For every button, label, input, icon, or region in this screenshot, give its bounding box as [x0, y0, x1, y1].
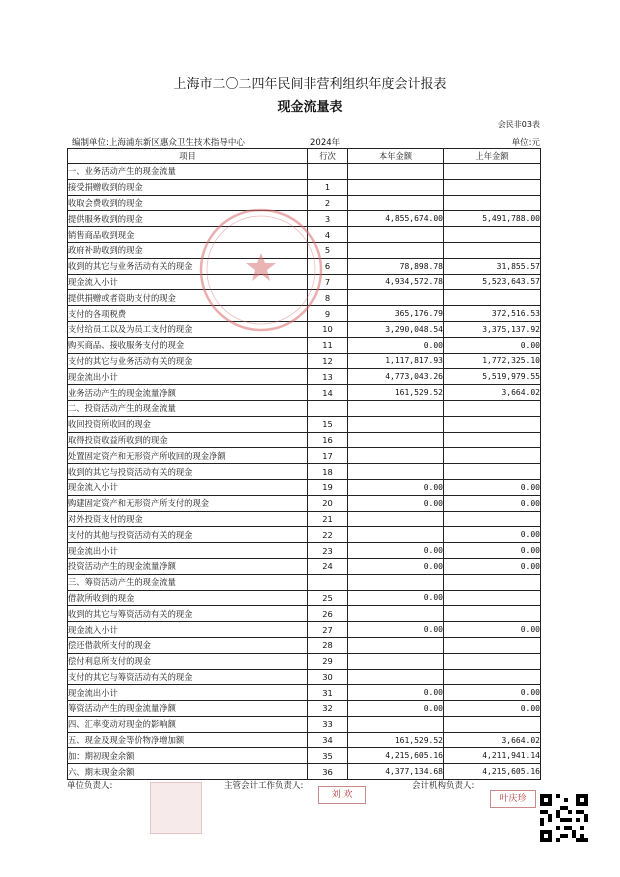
- row-current-year-amount: [348, 227, 444, 243]
- row-prior-year-amount: [444, 432, 541, 448]
- row-current-year-amount: 365,176.79: [348, 306, 444, 322]
- row-line-number: 17: [308, 448, 348, 464]
- row-item-label: 对外投资支付的现金: [68, 511, 308, 527]
- row-prior-year-amount: 5,523,643.57: [444, 274, 541, 290]
- row-current-year-amount: [348, 653, 444, 669]
- row-line-number: 16: [308, 432, 348, 448]
- table-row: [68, 622, 541, 638]
- table-row: [68, 400, 541, 416]
- row-prior-year-amount: 0.00: [444, 685, 541, 701]
- table-row: [68, 748, 541, 764]
- row-prior-year-amount: 0.00: [444, 558, 541, 574]
- table-row: [68, 306, 541, 322]
- table-row: [68, 764, 541, 780]
- table-row: [68, 321, 541, 337]
- row-current-year-amount: 78,898.78: [348, 258, 444, 274]
- table-row: [68, 669, 541, 685]
- table-row: [68, 369, 541, 385]
- row-current-year-amount: 4,215,605.16: [348, 748, 444, 764]
- row-line-number: 35: [308, 748, 348, 764]
- cash-flow-table: [67, 148, 541, 780]
- table-row: [68, 195, 541, 211]
- row-current-year-amount: [348, 574, 444, 590]
- row-item-label: 三、筹资活动产生的现金流量: [68, 574, 308, 590]
- row-current-year-amount: 161,529.52: [348, 732, 444, 748]
- row-line-number: 3: [308, 211, 348, 227]
- row-prior-year-amount: [444, 195, 541, 211]
- row-prior-year-amount: [444, 164, 541, 180]
- row-prior-year-amount: [444, 416, 541, 432]
- row-prior-year-amount: 0.00: [444, 701, 541, 717]
- row-prior-year-amount: [444, 637, 541, 653]
- row-current-year-amount: 3,290,048.54: [348, 321, 444, 337]
- row-current-year-amount: 4,773,043.26: [348, 369, 444, 385]
- row-prior-year-amount: [444, 227, 541, 243]
- row-current-year-amount: [348, 195, 444, 211]
- row-current-year-amount: [348, 416, 444, 432]
- row-item-label: 二、投资活动产生的现金流量: [68, 400, 308, 416]
- table-row: [68, 732, 541, 748]
- row-current-year-amount: [348, 716, 444, 732]
- row-current-year-amount: [348, 290, 444, 306]
- row-prior-year-amount: [444, 290, 541, 306]
- row-line-number: 12: [308, 353, 348, 369]
- row-line-number: 8: [308, 290, 348, 306]
- row-prior-year-amount: 31,855.57: [444, 258, 541, 274]
- row-line-number: 11: [308, 337, 348, 353]
- row-item-label: 提供服务收到的现金: [68, 211, 308, 227]
- row-current-year-amount: [348, 606, 444, 622]
- table-row: [68, 164, 541, 180]
- table-row: [68, 495, 541, 511]
- row-item-label: 加：期初现金余额: [68, 748, 308, 764]
- row-item-label: 支付的各项税费: [68, 306, 308, 322]
- row-prior-year-amount: [444, 400, 541, 416]
- row-current-year-amount: 0.00: [348, 495, 444, 511]
- column-header-line-no: 行次: [308, 149, 348, 164]
- row-prior-year-amount: 5,519,979.55: [444, 369, 541, 385]
- qr-code: [540, 794, 588, 842]
- row-current-year-amount: [348, 242, 444, 258]
- row-prior-year-amount: 0.00: [444, 543, 541, 559]
- row-prior-year-amount: [444, 653, 541, 669]
- accounting-head-name-stamp: 叶庆珍: [490, 790, 536, 808]
- row-line-number: 27: [308, 622, 348, 638]
- report-title: 上海市二〇二四年民间非营利组织年度会计报表: [173, 77, 447, 92]
- row-current-year-amount: 0.00: [348, 543, 444, 559]
- chief-accountant-label: 主管会计工作负责人:: [224, 781, 304, 791]
- row-item-label: 借款所收到的现金: [68, 590, 308, 606]
- row-current-year-amount: [348, 527, 444, 543]
- row-item-label: 现金流出小计: [68, 685, 308, 701]
- row-line-number: 24: [308, 558, 348, 574]
- row-current-year-amount: 0.00: [348, 685, 444, 701]
- row-prior-year-amount: [444, 606, 541, 622]
- row-line-number: [308, 400, 348, 416]
- row-item-label: 现金流入小计: [68, 479, 308, 495]
- row-current-year-amount: [348, 448, 444, 464]
- row-current-year-amount: 0.00: [348, 337, 444, 353]
- row-line-number: 36: [308, 764, 348, 780]
- row-current-year-amount: [348, 179, 444, 195]
- currency-unit: 单位:元: [511, 138, 540, 148]
- row-item-label: 支付的其它与业务活动有关的现金: [68, 353, 308, 369]
- row-prior-year-amount: [444, 511, 541, 527]
- row-prior-year-amount: 0.00: [444, 527, 541, 543]
- table-header-row: [68, 149, 541, 164]
- table-row: [68, 385, 541, 401]
- row-line-number: 21: [308, 511, 348, 527]
- row-item-label: 支付的其他与投资活动有关的现金: [68, 527, 308, 543]
- row-item-label: 六、期末现金余额: [68, 764, 308, 780]
- row-current-year-amount: [348, 432, 444, 448]
- row-current-year-amount: [348, 400, 444, 416]
- table-row: [68, 543, 541, 559]
- row-item-label: 支付的其它与筹资活动有关的现金: [68, 669, 308, 685]
- row-prior-year-amount: [444, 464, 541, 480]
- row-prior-year-amount: 0.00: [444, 337, 541, 353]
- row-item-label: 现金流出小计: [68, 543, 308, 559]
- row-item-label: 投资活动产生的现金流量净额: [68, 558, 308, 574]
- row-current-year-amount: 4,934,572.78: [348, 274, 444, 290]
- table-row: [68, 258, 541, 274]
- row-item-label: 一、业务活动产生的现金流量: [68, 164, 308, 180]
- row-item-label: 现金流入小计: [68, 274, 308, 290]
- column-header-prior-year: 上年金额: [444, 149, 541, 164]
- table-row: [68, 479, 541, 495]
- row-prior-year-amount: 3,664.02: [444, 385, 541, 401]
- report-meta-line: [72, 136, 540, 148]
- table-row: [68, 653, 541, 669]
- table-row: [68, 448, 541, 464]
- row-item-label: 五、现金及现金等价物净增加额: [68, 732, 308, 748]
- row-current-year-amount: 4,377,134.68: [348, 764, 444, 780]
- row-prior-year-amount: [444, 590, 541, 606]
- column-header-current-year: 本年金额: [348, 149, 444, 164]
- row-current-year-amount: 1,117,817.93: [348, 353, 444, 369]
- row-line-number: 30: [308, 669, 348, 685]
- row-line-number: 13: [308, 369, 348, 385]
- row-line-number: 5: [308, 242, 348, 258]
- row-prior-year-amount: [444, 179, 541, 195]
- row-current-year-amount: 4,855,674.00: [348, 211, 444, 227]
- table-row: [68, 179, 541, 195]
- row-prior-year-amount: 3,375,137.92: [444, 321, 541, 337]
- row-line-number: 20: [308, 495, 348, 511]
- row-item-label: 接受捐赠收到的现金: [68, 179, 308, 195]
- row-current-year-amount: [348, 464, 444, 480]
- column-header-item: 项目: [68, 149, 308, 164]
- row-line-number: 31: [308, 685, 348, 701]
- row-item-label: 业务活动产生的现金流量净额: [68, 385, 308, 401]
- table-body: [68, 164, 541, 780]
- row-line-number: 7: [308, 274, 348, 290]
- row-prior-year-amount: [444, 669, 541, 685]
- row-prior-year-amount: 0.00: [444, 479, 541, 495]
- row-item-label: 取得投资收益所收到的现金: [68, 432, 308, 448]
- table-row: [68, 511, 541, 527]
- table-row: [68, 432, 541, 448]
- table-row: [68, 353, 541, 369]
- row-current-year-amount: 161,529.52: [348, 385, 444, 401]
- row-line-number: 34: [308, 732, 348, 748]
- row-prior-year-amount: 4,211,941.14: [444, 748, 541, 764]
- row-item-label: 偿付利息所支付的现金: [68, 653, 308, 669]
- table-row: [68, 274, 541, 290]
- row-item-label: 支付给员工以及为员工支付的现金: [68, 321, 308, 337]
- table-row: [68, 574, 541, 590]
- row-item-label: 政府补助收到的现金: [68, 242, 308, 258]
- report-year: 2024年: [310, 138, 341, 148]
- table-row: [68, 637, 541, 653]
- row-line-number: 2: [308, 195, 348, 211]
- row-current-year-amount: [348, 511, 444, 527]
- row-line-number: 26: [308, 606, 348, 622]
- table-row: [68, 337, 541, 353]
- unit-head-label: 单位负责人:: [67, 781, 113, 791]
- table-row: [68, 527, 541, 543]
- row-item-label: 提供捐赠或者资助支付的现金: [68, 290, 308, 306]
- report-subtitle: 现金流量表: [277, 100, 343, 115]
- row-prior-year-amount: [444, 574, 541, 590]
- row-prior-year-amount: 0.00: [444, 622, 541, 638]
- row-line-number: 15: [308, 416, 348, 432]
- row-line-number: 1: [308, 179, 348, 195]
- table-row: [68, 227, 541, 243]
- row-line-number: 32: [308, 701, 348, 717]
- table-row: [68, 716, 541, 732]
- table-row: [68, 685, 541, 701]
- row-item-label: 收到的其它与筹资活动有关的现金: [68, 606, 308, 622]
- row-prior-year-amount: 3,664.02: [444, 732, 541, 748]
- row-item-label: 现金流出小计: [68, 369, 308, 385]
- row-current-year-amount: [348, 164, 444, 180]
- row-current-year-amount: 0.00: [348, 558, 444, 574]
- row-prior-year-amount: 4,215,605.16: [444, 764, 541, 780]
- row-current-year-amount: [348, 637, 444, 653]
- row-line-number: 33: [308, 716, 348, 732]
- row-line-number: 10: [308, 321, 348, 337]
- table-row: [68, 211, 541, 227]
- row-line-number: 25: [308, 590, 348, 606]
- table-row: [68, 290, 541, 306]
- row-item-label: 筹资活动产生的现金流量净额: [68, 701, 308, 717]
- row-item-label: 收到的其它与投资活动有关的现金: [68, 464, 308, 480]
- row-prior-year-amount: 372,516.53: [444, 306, 541, 322]
- row-line-number: [308, 574, 348, 590]
- row-item-label: 购建固定资产和无形资产所支付的现金: [68, 495, 308, 511]
- row-line-number: 6: [308, 258, 348, 274]
- preparing-unit: 编制单位:上海浦东新区惠众卫生技术指导中心: [72, 138, 245, 148]
- row-item-label: 购买商品、接收服务支付的现金: [68, 337, 308, 353]
- row-line-number: 14: [308, 385, 348, 401]
- row-line-number: 28: [308, 637, 348, 653]
- table-row: [68, 558, 541, 574]
- row-line-number: 19: [308, 479, 348, 495]
- row-line-number: 9: [308, 306, 348, 322]
- row-item-label: 偿还借款所支付的现金: [68, 637, 308, 653]
- table-row: [68, 464, 541, 480]
- row-line-number: 23: [308, 543, 348, 559]
- unit-head-signature-stamp: [150, 782, 202, 834]
- row-current-year-amount: [348, 669, 444, 685]
- row-prior-year-amount: [444, 716, 541, 732]
- chief-accountant-name-stamp: 刘 欢: [318, 786, 366, 804]
- table-row: [68, 416, 541, 432]
- row-item-label: 收取会费收到的现金: [68, 195, 308, 211]
- row-current-year-amount: 0.00: [348, 701, 444, 717]
- row-line-number: [308, 164, 348, 180]
- row-line-number: 18: [308, 464, 348, 480]
- row-item-label: 收到的其它与业务活动有关的现金: [68, 258, 308, 274]
- row-current-year-amount: 0.00: [348, 622, 444, 638]
- accounting-head-label: 会计机构负责人:: [412, 781, 475, 791]
- row-line-number: 22: [308, 527, 348, 543]
- table-row: [68, 606, 541, 622]
- row-item-label: 四、汇率变动对现金的影响额: [68, 716, 308, 732]
- row-item-label: 销售商品收到现金: [68, 227, 308, 243]
- form-number: 会民非03表: [497, 120, 540, 129]
- row-item-label: 收回投资所收回的现金: [68, 416, 308, 432]
- row-prior-year-amount: 5,491,788.00: [444, 211, 541, 227]
- table-row: [68, 701, 541, 717]
- table-row: [68, 590, 541, 606]
- row-line-number: 4: [308, 227, 348, 243]
- row-current-year-amount: 0.00: [348, 479, 444, 495]
- row-prior-year-amount: 0.00: [444, 495, 541, 511]
- row-line-number: 29: [308, 653, 348, 669]
- row-current-year-amount: 0.00: [348, 590, 444, 606]
- row-item-label: 处置固定资产和无形资产所收回的现金净额: [68, 448, 308, 464]
- row-prior-year-amount: [444, 242, 541, 258]
- row-prior-year-amount: 1,772,325.10: [444, 353, 541, 369]
- table-row: [68, 242, 541, 258]
- row-prior-year-amount: [444, 448, 541, 464]
- row-item-label: 现金流入小计: [68, 622, 308, 638]
